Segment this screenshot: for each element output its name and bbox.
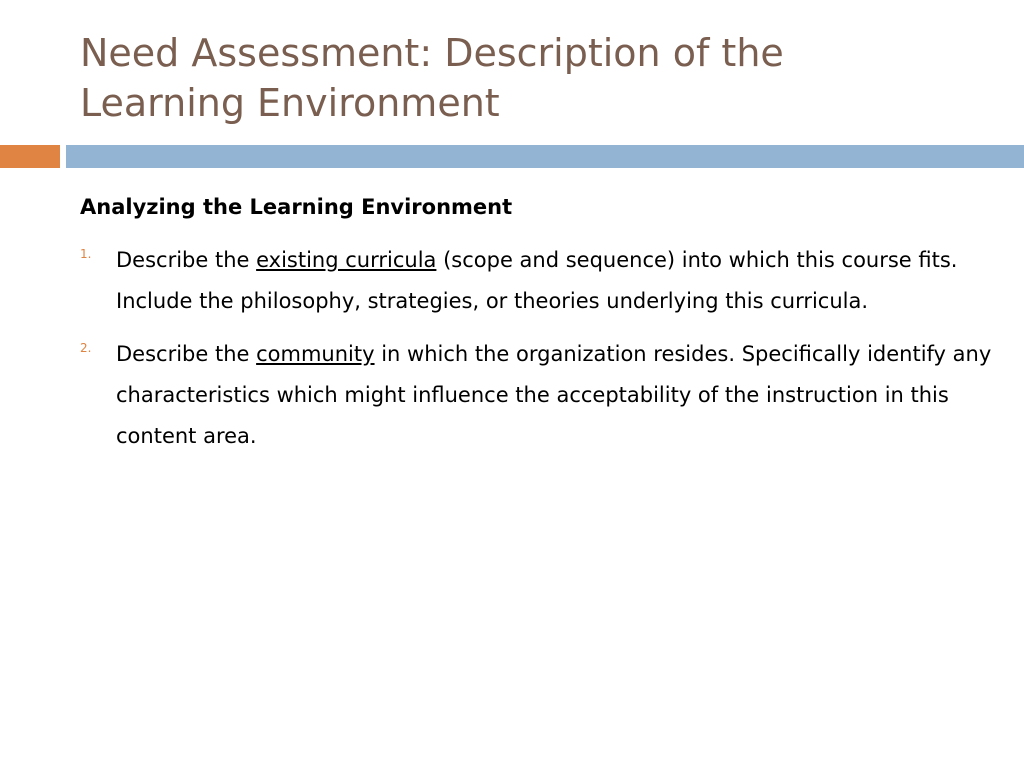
list-item-text-1-before: Describe the	[116, 248, 257, 272]
slide-title-line-1: Need Assessment: Description of the	[80, 31, 784, 75]
list-item-number-2: 2.	[80, 341, 92, 355]
title-accent-bar-blue	[66, 145, 1024, 168]
underlined-term-existing-curricula: existing curricula	[256, 248, 437, 272]
underlined-term-community: community	[256, 342, 375, 366]
slide-title-line-2: Learning Environment	[80, 81, 500, 125]
list-item-number-1: 1.	[80, 247, 92, 261]
list-item-text-2	[116, 334, 996, 457]
list-item-1	[80, 240, 980, 322]
list-item-text-1-after: (scope and sequence) into which this course fits. Include the philosophy, strategies, or theories underlying this curricula.	[116, 248, 958, 313]
list-item-text-2-before: Describe the	[116, 342, 257, 366]
list-item-2	[80, 334, 992, 457]
slide-content	[80, 192, 992, 469]
title-accent-bar-orange	[0, 145, 60, 168]
list-item-text-2-after: in which the organization resides. Specifically identify any characteristics which might influence the acceptability of the instruction in this content area.	[116, 342, 992, 448]
slide-title	[80, 28, 980, 128]
list-item-text-1	[116, 240, 996, 322]
section-heading: Analyzing the Learning Environment	[80, 195, 513, 219]
